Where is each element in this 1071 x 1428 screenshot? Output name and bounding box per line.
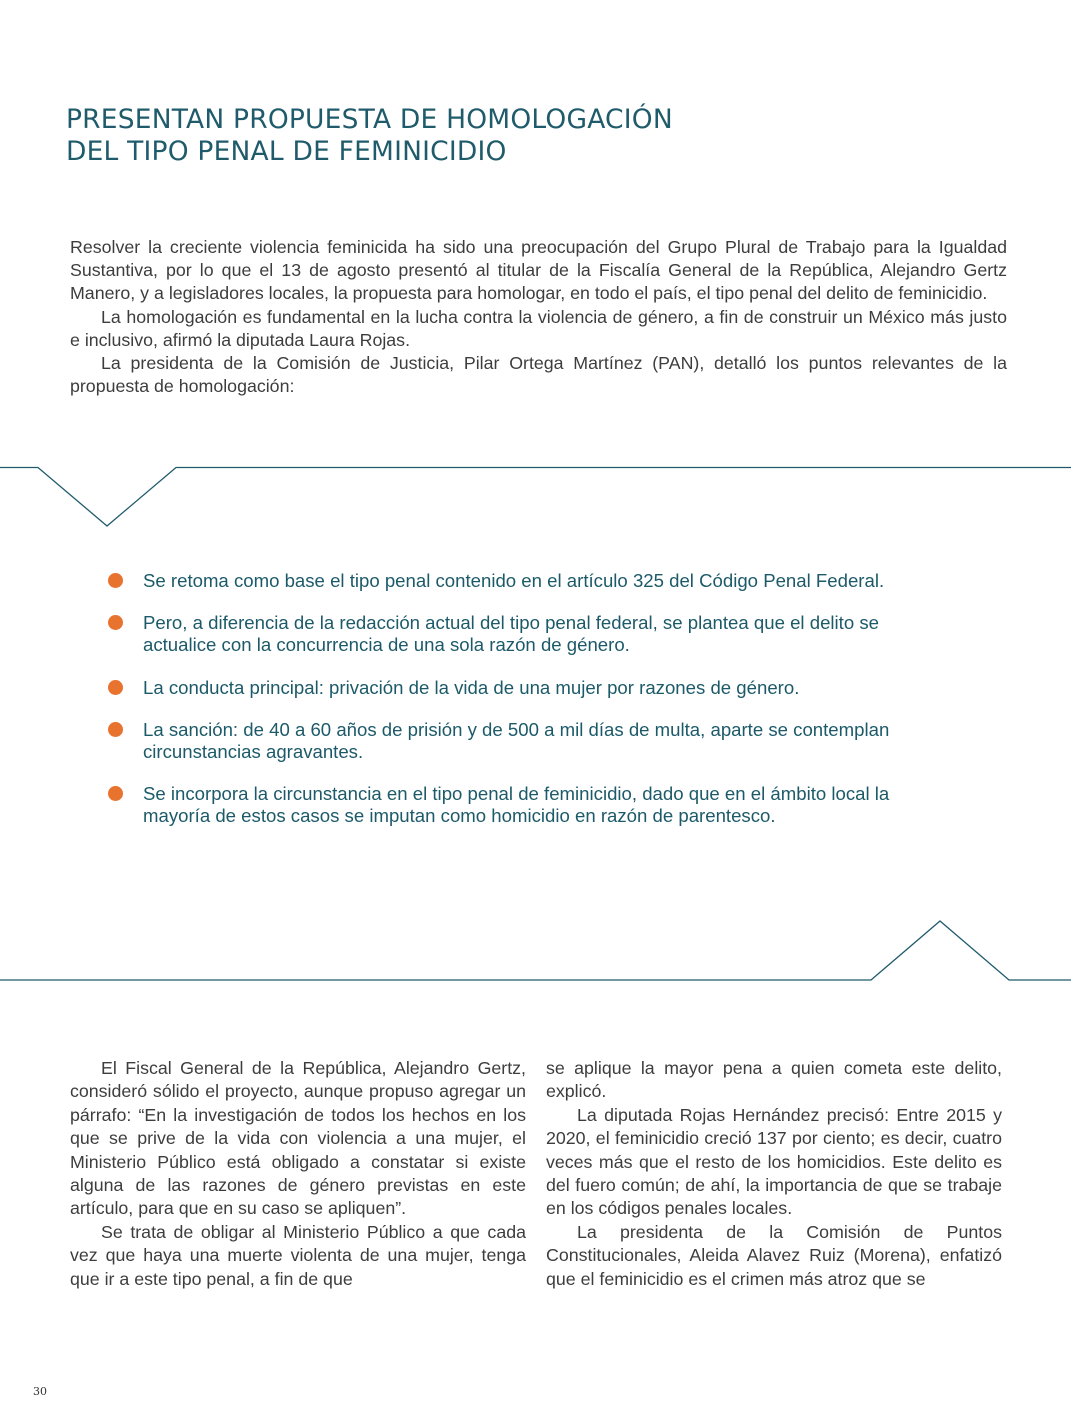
- body-column-left: [70, 1057, 526, 1291]
- title-line-1: PRESENTAN PROPUESTA DE HOMOLOGACIÓN: [66, 104, 673, 135]
- bullet-dot-icon: [108, 615, 123, 630]
- bullet-dot-icon: [108, 722, 123, 737]
- body-paragraph: Se trata de obligar al Ministerio Público a que cada vez que haya una muerte violenta de una mujer, tenga que ir a este tipo penal, a fin de que: [70, 1221, 526, 1289]
- page-number: 30: [33, 1385, 47, 1398]
- bullet-text: La sanción: de 40 a 60 años de prisión y de 500 a mil días de multa, aparte se contemplan circunstancias agravantes.: [143, 719, 890, 762]
- list-item: [108, 612, 948, 656]
- page-title: [66, 104, 673, 168]
- title-line-2: DEL TIPO PENAL DE FEMINICIDIO: [66, 136, 507, 167]
- body-paragraph: se aplique la mayor pena a quien cometa este delito, explicó.: [546, 1058, 1002, 1102]
- list-item: [108, 719, 948, 763]
- key-points-list: [108, 570, 948, 827]
- list-item: [108, 783, 948, 827]
- intro-paragraph: Resolver la creciente violencia feminicida ha sido una preocupación del Grupo Plural de Trabajo para la Igualdad Sustantiva, por lo que el 13 de agosto presentó al titular de la Fiscalía General de la República, Alejandro Gertz Manero, y a legisladores locales, la propuesta para homologar, en todo el país, el tipo penal del delito de feminicidio.: [70, 237, 1007, 304]
- body-paragraph: El Fiscal General de la República, Alejandro Gertz, consideró sólido el proyecto, aunque propuso agregar un párrafo: “En la investigación de todos los hechos en los que se prive de la vida con violencia a una mujer, el Ministerio Público está obligado a constatar si existe alguna de las razones de género previstas en este artículo, para que en su caso se apliquen”.: [70, 1058, 526, 1219]
- bullet-text: Se incorpora la circunstancia en el tipo penal de feminicidio, dado que en el ámbito local la mayoría de estos casos se imputan como homicidio en razón de parentesco.: [143, 783, 890, 826]
- bottom-divider-chevron: [0, 915, 1071, 985]
- top-divider-chevron: [0, 460, 1071, 530]
- intro-text: [70, 236, 1007, 398]
- body-paragraph: La presidenta de la Comisión de Puntos Constitucionales, Aleida Alavez Ruiz (Morena), enfatizó que el feminicidio es el crimen más atroz que se: [546, 1221, 1002, 1289]
- intro-paragraph: La presidenta de la Comisión de Justicia, Pilar Ortega Martínez (PAN), detalló los puntos relevantes de la propuesta de homologación:: [70, 353, 1007, 397]
- body-paragraph: La diputada Rojas Hernández precisó: Entre 2015 y 2020, el feminicidio creció 137 por ciento; es decir, cuatro veces más que el resto de los homicidios. Este delito es del fuero común; de ahí, la importancia de que se trabaje en los códigos penales locales.: [546, 1104, 1002, 1219]
- list-item: [108, 570, 948, 592]
- body-column-right: [546, 1057, 1002, 1291]
- bullet-dot-icon: [108, 680, 123, 695]
- intro-paragraph: La homologación es fundamental en la lucha contra la violencia de género, a fin de construir un México más justo e inclusivo, afirmó la diputada Laura Rojas.: [70, 306, 1007, 350]
- bullet-text: Se retoma como base el tipo penal contenido en el artículo 325 del Código Penal Federal.: [143, 570, 885, 591]
- list-item: [108, 677, 948, 699]
- bullet-dot-icon: [108, 573, 123, 588]
- bullet-text: La conducta principal: privación de la vida de una mujer por razones de género.: [143, 677, 800, 698]
- bullet-dot-icon: [108, 786, 123, 801]
- bullet-text: Pero, a diferencia de la redacción actual del tipo penal federal, se plantea que el delito se actualice con la concurrencia de una sola razón de género.: [143, 612, 879, 655]
